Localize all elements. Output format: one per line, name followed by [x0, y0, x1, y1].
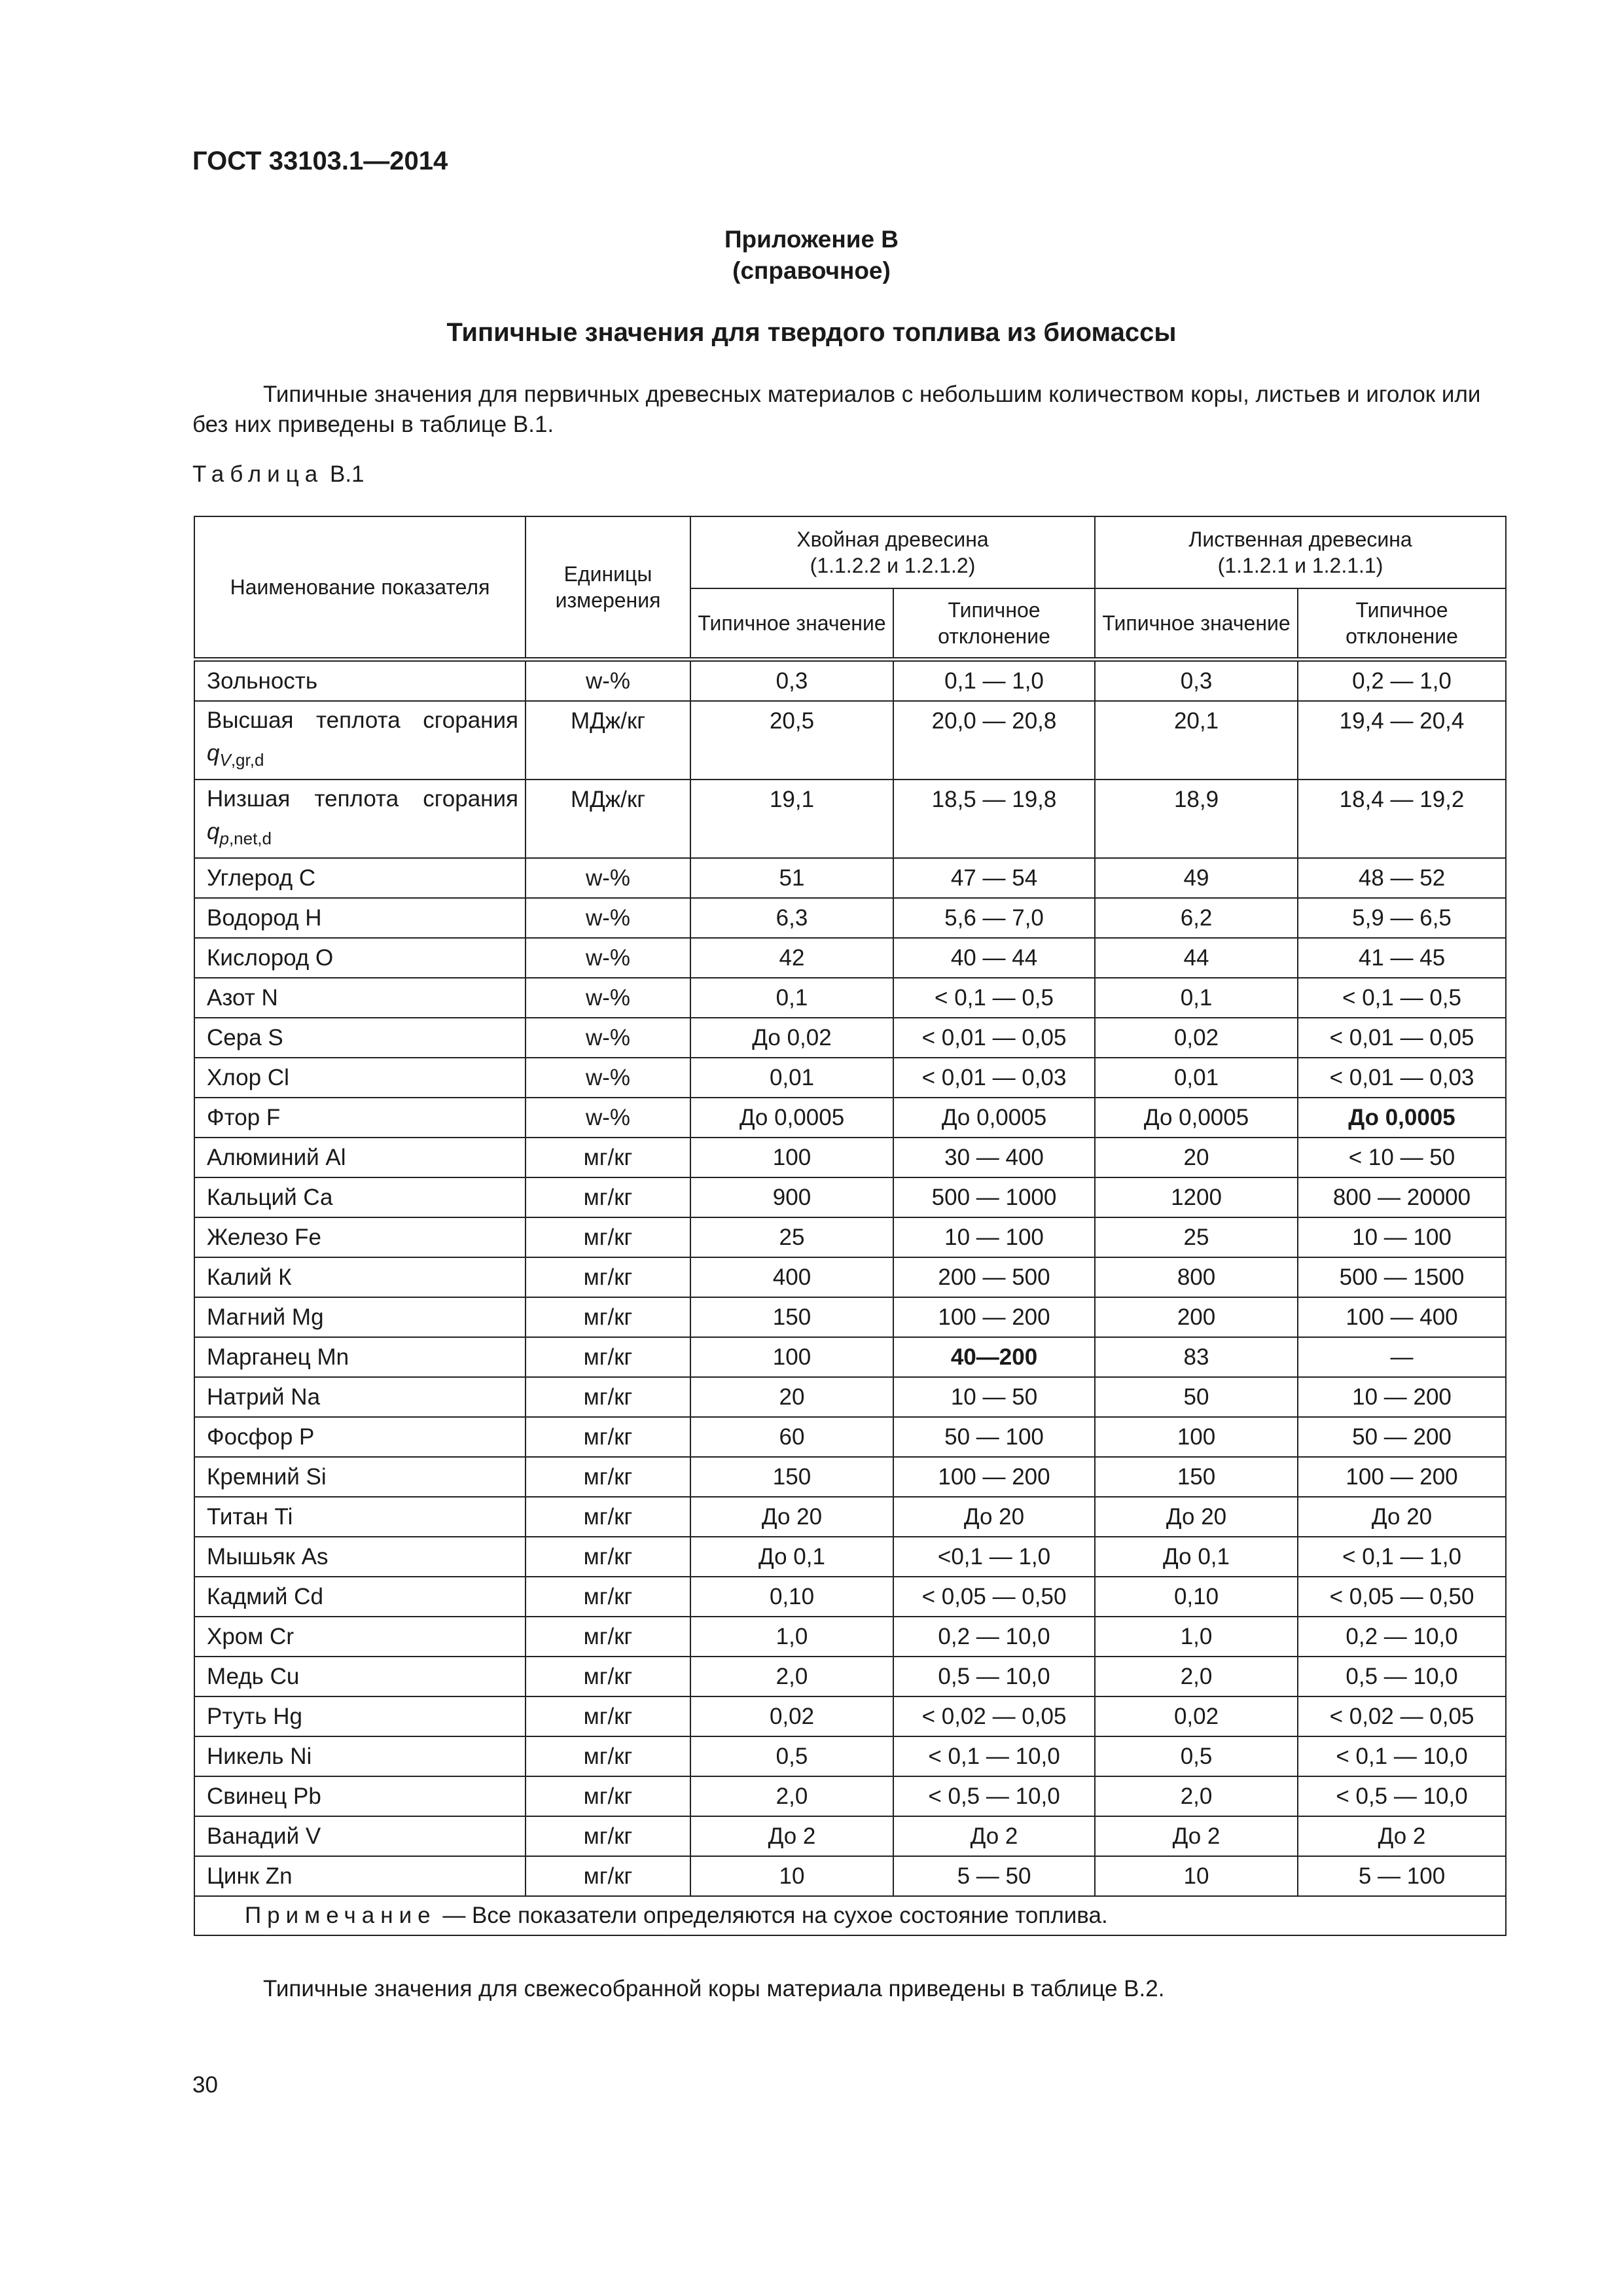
row-name-text: Железо Fe: [207, 1224, 321, 1250]
header-conifer-typical: Типичное значение: [690, 588, 893, 660]
table-row: [194, 1457, 1506, 1497]
cell-unit: мг/кг: [526, 1138, 690, 1177]
table-row: [194, 1776, 1506, 1816]
row-name: [194, 858, 526, 898]
row-name-text: Натрий Na: [207, 1384, 321, 1410]
row-name: [194, 1377, 526, 1417]
cell-c-typ: 100: [690, 1138, 893, 1177]
cell-c-typ: 0,02: [690, 1696, 893, 1736]
table-note-row: [194, 1896, 1506, 1935]
row-name: [194, 898, 526, 938]
cell-d-typ: 1200: [1095, 1177, 1298, 1217]
cell-c-typ: До 20: [690, 1497, 893, 1537]
closing-paragraph: Типичные значения для свежесобранной коры материала приведены в таблице В.2.: [263, 1976, 1165, 2001]
cell-c-typ: 100: [690, 1337, 893, 1377]
cell-c-dev: 18,5 — 19,8: [893, 780, 1095, 858]
row-name-text: Кальций Са: [207, 1184, 333, 1210]
cell-c-typ: 60: [690, 1417, 893, 1457]
table-body: [194, 660, 1506, 1936]
row-name-text: Свинец Pb: [207, 1783, 321, 1809]
cell-unit: w-%: [526, 1018, 690, 1058]
cell-c-dev: 10 — 50: [893, 1377, 1095, 1417]
cell-c-dev: 0,2 — 10,0: [893, 1617, 1095, 1657]
cell-c-dev: 40—200: [893, 1337, 1095, 1377]
cell-unit: мг/кг: [526, 1217, 690, 1257]
row-name: [194, 1617, 526, 1657]
cell-c-typ: 2,0: [690, 1657, 893, 1696]
cell-d-dev: 48 — 52: [1298, 858, 1506, 898]
cell-c-dev: 50 — 100: [893, 1417, 1095, 1457]
cell-unit: мг/кг: [526, 1257, 690, 1297]
cell-d-dev: < 0,5 — 10,0: [1298, 1776, 1506, 1816]
row-name: [194, 1217, 526, 1257]
cell-unit: w-%: [526, 858, 690, 898]
cell-d-dev: —: [1298, 1337, 1506, 1377]
cell-c-dev: 30 — 400: [893, 1138, 1095, 1177]
cell-unit: мг/кг: [526, 1816, 690, 1856]
row-name: [194, 1696, 526, 1736]
cell-unit: мг/кг: [526, 1537, 690, 1577]
cell-c-typ: 900: [690, 1177, 893, 1217]
page-number: 30: [192, 2072, 218, 2098]
row-name: [194, 1297, 526, 1337]
cell-d-dev: 5 — 100: [1298, 1856, 1506, 1896]
cell-unit: мг/кг: [526, 1297, 690, 1337]
cell-c-dev: 500 — 1000: [893, 1177, 1095, 1217]
cell-c-dev: До 20: [893, 1497, 1095, 1537]
row-name: [194, 1257, 526, 1297]
cell-d-typ: 20: [1095, 1138, 1298, 1177]
cell-d-dev: До 2: [1298, 1816, 1506, 1856]
cell-d-dev: 10 — 200: [1298, 1377, 1506, 1417]
cell-d-typ: 10: [1095, 1856, 1298, 1896]
header-conifer-label: Хвойная древесина: [796, 528, 989, 551]
cell-d-dev: 5,9 — 6,5: [1298, 898, 1506, 938]
cell-d-typ: 100: [1095, 1417, 1298, 1457]
header-conifer-ref: (1.1.2.2 и 1.2.1.2): [810, 554, 976, 577]
cell-unit: мг/кг: [526, 1177, 690, 1217]
cell-c-typ: 400: [690, 1257, 893, 1297]
cell-c-typ: 20,5: [690, 701, 893, 780]
table-row: [194, 1617, 1506, 1657]
cell-d-dev: До 0,0005: [1298, 1098, 1506, 1138]
row-name-text: Кислород О: [207, 944, 334, 971]
table-caption: [192, 461, 365, 488]
cell-c-dev: 0,1 — 1,0: [893, 660, 1095, 702]
cell-c-typ: 0,5: [690, 1736, 893, 1776]
cell-d-typ: До 0,0005: [1095, 1098, 1298, 1138]
row-name-text: Хлор Cl: [207, 1064, 289, 1090]
row-symbol: q: [207, 819, 220, 844]
table-caption-label: Таблица: [192, 461, 324, 487]
cell-d-dev: 0,2 — 1,0: [1298, 660, 1506, 702]
cell-d-typ: 49: [1095, 858, 1298, 898]
cell-d-typ: 0,5: [1095, 1736, 1298, 1776]
header-deciduous-typical: Типичное значение: [1095, 588, 1298, 660]
cell-unit: w-%: [526, 1098, 690, 1138]
cell-c-dev: 200 — 500: [893, 1257, 1095, 1297]
cell-d-dev: 50 — 200: [1298, 1417, 1506, 1457]
cell-unit: мг/кг: [526, 1696, 690, 1736]
row-name-text: Цинк Zn: [207, 1863, 293, 1889]
row-name-text: Ртуть Hg: [207, 1703, 302, 1729]
cell-d-dev: 500 — 1500: [1298, 1257, 1506, 1297]
cell-c-typ: 6,3: [690, 898, 893, 938]
cell-c-dev: 47 — 54: [893, 858, 1095, 898]
cell-c-dev: < 0,01 — 0,03: [893, 1058, 1095, 1098]
table-row: [194, 1577, 1506, 1617]
row-name-text: Титан Ti: [207, 1503, 293, 1530]
cell-c-dev: 20,0 — 20,8: [893, 701, 1095, 780]
cell-d-dev: 0,5 — 10,0: [1298, 1657, 1506, 1696]
cell-d-typ: 2,0: [1095, 1776, 1298, 1816]
cell-d-dev: 0,2 — 10,0: [1298, 1617, 1506, 1657]
cell-c-typ: 10: [690, 1856, 893, 1896]
cell-d-dev: 19,4 — 20,4: [1298, 701, 1506, 780]
cell-unit: МДж/кг: [526, 701, 690, 780]
row-name-text: Медь Cu: [207, 1663, 300, 1689]
cell-d-typ: 200: [1095, 1297, 1298, 1337]
table-row: [194, 938, 1506, 978]
cell-d-typ: 0,1: [1095, 978, 1298, 1018]
cell-c-typ: До 2: [690, 1816, 893, 1856]
cell-d-dev: 10 — 100: [1298, 1217, 1506, 1257]
row-name-text: Высшая теплота сгорания: [207, 708, 518, 733]
cell-unit: мг/кг: [526, 1776, 690, 1816]
cell-d-dev: < 0,1 — 0,5: [1298, 978, 1506, 1018]
cell-c-typ: 2,0: [690, 1776, 893, 1816]
cell-d-typ: 0,01: [1095, 1058, 1298, 1098]
header-conifer: [690, 516, 1095, 588]
row-name-text: Кремний Si: [207, 1463, 327, 1490]
row-name: [194, 1138, 526, 1177]
row-name-text: Азот N: [207, 984, 278, 1011]
cell-unit: w-%: [526, 938, 690, 978]
header-conifer-deviation: Типичное отклонение: [893, 588, 1095, 660]
table-row: [194, 1217, 1506, 1257]
table-row: [194, 978, 1506, 1018]
cell-c-dev: 100 — 200: [893, 1457, 1095, 1497]
header-deciduous-deviation: Типичное отклонение: [1298, 588, 1506, 660]
row-symbol-subscript-italic: p: [219, 829, 229, 848]
row-name-text: Магний Mg: [207, 1304, 324, 1330]
cell-c-dev: 40 — 44: [893, 938, 1095, 978]
row-symbol: q: [207, 740, 220, 766]
table-row: [194, 1856, 1506, 1896]
table-row: [194, 1018, 1506, 1058]
table-note: [194, 1896, 1506, 1935]
table-row: [194, 1098, 1506, 1138]
cell-unit: w-%: [526, 660, 690, 702]
row-name: [194, 1018, 526, 1058]
cell-unit: мг/кг: [526, 1457, 690, 1497]
row-name-text: Водород Н: [207, 905, 322, 931]
appendix-label: Приложение В: [724, 226, 899, 253]
cell-d-typ: 25: [1095, 1217, 1298, 1257]
row-name-text: Ванадий V: [207, 1823, 321, 1849]
appendix-title: Типичные значения для твердого топлива из биомассы: [446, 318, 1177, 347]
table-row: [194, 1138, 1506, 1177]
intro-paragraph: Типичные значения для первичных древесных материалов с небольшим количеством коры, листьев и иголок или без них приведены в таблице В.1.: [192, 382, 1481, 437]
appendix-type: (справочное): [732, 257, 891, 284]
header-deciduous: [1095, 516, 1506, 588]
cell-c-typ: 150: [690, 1297, 893, 1337]
row-name-text: Зольность: [207, 668, 318, 694]
row-symbol-subscript-italic: V: [219, 750, 231, 770]
cell-c-dev: 100 — 200: [893, 1297, 1095, 1337]
table-row: [194, 1816, 1506, 1856]
table-row: [194, 1417, 1506, 1457]
cell-unit: мг/кг: [526, 1337, 690, 1377]
cell-c-dev: 0,5 — 10,0: [893, 1657, 1095, 1696]
cell-d-dev: < 0,02 — 0,05: [1298, 1696, 1506, 1736]
row-name: [194, 978, 526, 1018]
row-name-text: Алюминий Al: [207, 1144, 346, 1170]
cell-c-typ: 25: [690, 1217, 893, 1257]
header-deciduous-ref: (1.1.2.1 и 1.2.1.1): [1217, 554, 1383, 577]
row-symbol-subscript: [219, 750, 264, 770]
header-deciduous-label: Лиственная древесина: [1188, 528, 1412, 551]
row-name: [194, 1177, 526, 1217]
table-row: [194, 1736, 1506, 1776]
row-name: [194, 1457, 526, 1497]
cell-unit: w-%: [526, 978, 690, 1018]
cell-d-dev: 18,4 — 19,2: [1298, 780, 1506, 858]
table-row: [194, 1377, 1506, 1417]
cell-c-dev: <0,1 — 1,0: [893, 1537, 1095, 1577]
cell-d-typ: 800: [1095, 1257, 1298, 1297]
row-name: [194, 1816, 526, 1856]
header-units: Единицы измерения: [526, 516, 690, 660]
cell-c-dev: 5,6 — 7,0: [893, 898, 1095, 938]
table-row: [194, 780, 1506, 858]
table-row: [194, 1297, 1506, 1337]
row-name: [194, 660, 526, 702]
row-name-text: Низшая теплота сгорания: [207, 786, 518, 812]
cell-d-dev: < 0,1 — 10,0: [1298, 1736, 1506, 1776]
cell-c-typ: 0,1: [690, 978, 893, 1018]
cell-d-dev: < 10 — 50: [1298, 1138, 1506, 1177]
cell-c-dev: < 0,05 — 0,50: [893, 1577, 1095, 1617]
cell-d-typ: 18,9: [1095, 780, 1298, 858]
cell-unit: мг/кг: [526, 1497, 690, 1537]
cell-c-typ: До 0,02: [690, 1018, 893, 1058]
table-row: [194, 1177, 1506, 1217]
cell-unit: мг/кг: [526, 1657, 690, 1696]
table-row: [194, 1337, 1506, 1377]
row-name-text: Кадмий Cd: [207, 1583, 323, 1609]
row-name-text: Марганец Mn: [207, 1344, 349, 1370]
row-name: [194, 1337, 526, 1377]
table-row: [194, 898, 1506, 938]
cell-c-dev: До 2: [893, 1816, 1095, 1856]
table-caption-number: В.1: [329, 461, 365, 487]
cell-d-typ: 0,3: [1095, 660, 1298, 702]
cell-c-dev: < 0,02 — 0,05: [893, 1696, 1095, 1736]
row-name-text: Никель Ni: [207, 1743, 312, 1769]
row-name: [194, 938, 526, 978]
table-row: [194, 1657, 1506, 1696]
cell-c-dev: < 0,1 — 0,5: [893, 978, 1095, 1018]
cell-d-typ: 20,1: [1095, 701, 1298, 780]
cell-d-typ: 44: [1095, 938, 1298, 978]
table-row: [194, 858, 1506, 898]
cell-c-typ: 0,3: [690, 660, 893, 702]
cell-d-dev: < 0,1 — 1,0: [1298, 1537, 1506, 1577]
row-name: [194, 1856, 526, 1896]
header-name: Наименование показателя: [194, 516, 526, 660]
cell-unit: МДж/кг: [526, 780, 690, 858]
row-name: [194, 1098, 526, 1138]
row-name-text: Сера S: [207, 1024, 283, 1050]
cell-c-typ: 0,01: [690, 1058, 893, 1098]
row-name: [194, 1058, 526, 1098]
cell-d-dev: 100 — 200: [1298, 1457, 1506, 1497]
cell-unit: мг/кг: [526, 1377, 690, 1417]
cell-c-typ: 0,10: [690, 1577, 893, 1617]
cell-d-typ: 83: [1095, 1337, 1298, 1377]
biomass-table: [194, 516, 1507, 1936]
row-name-text: Мышьяк As: [207, 1543, 329, 1570]
cell-d-dev: 41 — 45: [1298, 938, 1506, 978]
cell-d-dev: До 20: [1298, 1497, 1506, 1537]
row-name: [194, 780, 526, 858]
row-symbol-subscript-rest: ,net,d: [228, 829, 272, 848]
row-name-text: Фтор F: [207, 1104, 281, 1130]
row-name-text: Хром Cr: [207, 1623, 294, 1649]
cell-d-typ: 0,02: [1095, 1696, 1298, 1736]
cell-unit: мг/кг: [526, 1417, 690, 1457]
cell-d-typ: До 20: [1095, 1497, 1298, 1537]
cell-unit: мг/кг: [526, 1617, 690, 1657]
row-name-text: Фосфор Р: [207, 1424, 315, 1450]
row-name: [194, 1537, 526, 1577]
cell-d-dev: < 0,01 — 0,05: [1298, 1018, 1506, 1058]
cell-c-typ: 150: [690, 1457, 893, 1497]
table-row: [194, 1058, 1506, 1098]
cell-d-typ: 2,0: [1095, 1657, 1298, 1696]
cell-d-dev: < 0,01 — 0,03: [1298, 1058, 1506, 1098]
row-name: [194, 1657, 526, 1696]
cell-c-typ: 42: [690, 938, 893, 978]
cell-c-dev: < 0,01 — 0,05: [893, 1018, 1095, 1058]
cell-c-typ: 20: [690, 1377, 893, 1417]
table-row: [194, 1537, 1506, 1577]
cell-c-dev: < 0,1 — 10,0: [893, 1736, 1095, 1776]
row-name: [194, 701, 526, 780]
cell-unit: мг/кг: [526, 1577, 690, 1617]
cell-c-typ: 19,1: [690, 780, 893, 858]
cell-unit: w-%: [526, 1058, 690, 1098]
cell-d-dev: 100 — 400: [1298, 1297, 1506, 1337]
table-row: [194, 1257, 1506, 1297]
cell-c-typ: 1,0: [690, 1617, 893, 1657]
cell-d-typ: 1,0: [1095, 1617, 1298, 1657]
cell-d-typ: До 0,1: [1095, 1537, 1298, 1577]
cell-c-typ: До 0,1: [690, 1537, 893, 1577]
table-row: [194, 660, 1506, 702]
note-text: — Все показатели определяются на сухое состояние топлива.: [442, 1903, 1108, 1928]
cell-c-dev: 5 — 50: [893, 1856, 1095, 1896]
cell-c-dev: 10 — 100: [893, 1217, 1095, 1257]
cell-unit: мг/кг: [526, 1856, 690, 1896]
cell-d-typ: 0,10: [1095, 1577, 1298, 1617]
cell-d-typ: 6,2: [1095, 898, 1298, 938]
row-symbol-subscript-rest: ,gr,d: [230, 750, 264, 770]
note-label: Примечание: [245, 1903, 437, 1928]
row-name: [194, 1776, 526, 1816]
cell-d-dev: 800 — 20000: [1298, 1177, 1506, 1217]
cell-unit: мг/кг: [526, 1736, 690, 1776]
row-name: [194, 1577, 526, 1617]
cell-d-typ: 50: [1095, 1377, 1298, 1417]
row-name: [194, 1736, 526, 1776]
cell-c-typ: 51: [690, 858, 893, 898]
cell-d-dev: < 0,05 — 0,50: [1298, 1577, 1506, 1617]
cell-d-typ: До 2: [1095, 1816, 1298, 1856]
row-name-text: Углерод С: [207, 865, 316, 891]
table-row: [194, 701, 1506, 780]
row-name: [194, 1497, 526, 1537]
cell-c-typ: До 0,0005: [690, 1098, 893, 1138]
cell-d-typ: 0,02: [1095, 1018, 1298, 1058]
table-row: [194, 1696, 1506, 1736]
document-id: ГОСТ 33103.1—2014: [192, 147, 448, 175]
cell-c-dev: < 0,5 — 10,0: [893, 1776, 1095, 1816]
cell-d-typ: 150: [1095, 1457, 1298, 1497]
cell-c-dev: До 0,0005: [893, 1098, 1095, 1138]
row-name: [194, 1417, 526, 1457]
table-row: [194, 1497, 1506, 1537]
row-symbol-subscript: [219, 829, 272, 848]
cell-unit: w-%: [526, 898, 690, 938]
row-name-text: Калий К: [207, 1264, 292, 1290]
